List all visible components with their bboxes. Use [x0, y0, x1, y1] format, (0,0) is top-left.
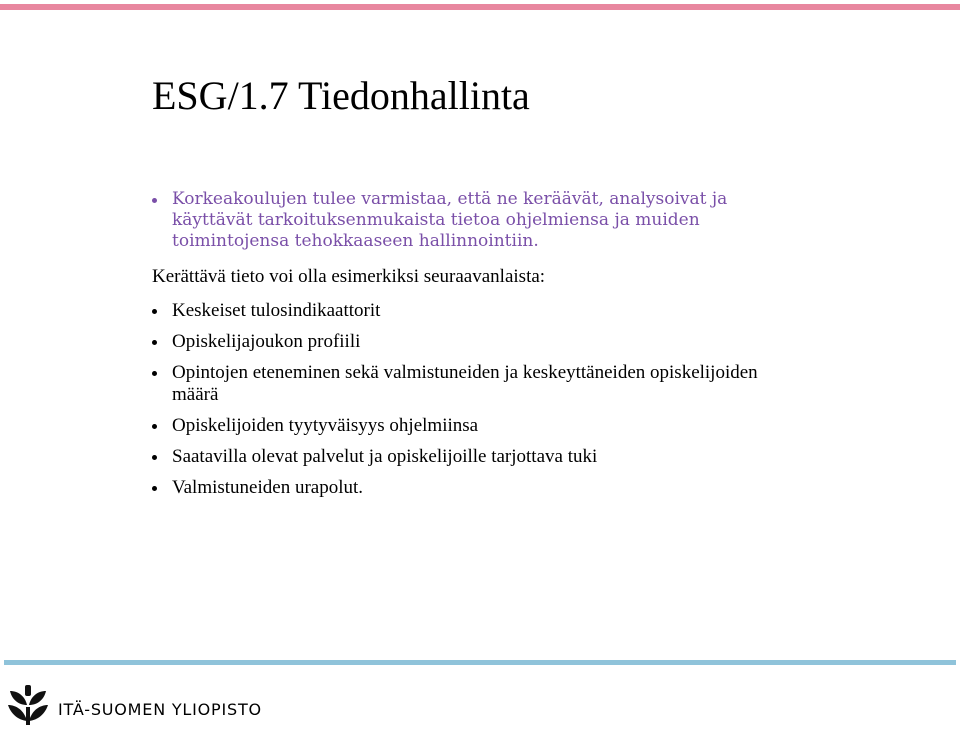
bullet-list	[152, 300, 772, 508]
list-item-text: Keskeiset tulosindikaattorit	[172, 300, 381, 321]
list-item-text: Opintojen eteneminen sekä valmistuneiden ja keskeyttäneiden opiskelijoiden määrä	[172, 362, 758, 405]
top-accent-bar	[0, 4, 960, 10]
lead-bullet	[152, 189, 792, 252]
list-item	[152, 477, 772, 499]
lead-bullet-text: Korkeakoulujen tulee varmistaa, että ne keräävät, analysoivat ja käyttävät tarkoituksenmukaista tietoa ohjelmiensa ja muiden toimintojensa tehokkaaseen hallinnointiin.	[172, 189, 728, 251]
university-name: ITÄ-SUOMEN YLIOPISTO	[58, 700, 262, 719]
bullet-icon	[152, 371, 157, 376]
list-item	[152, 300, 772, 322]
bullet-icon	[152, 486, 157, 491]
list-item	[152, 362, 772, 406]
slide-title: ESG/1.7 Tiedonhallinta	[152, 73, 530, 118]
list-item-text: Valmistuneiden urapolut.	[172, 477, 364, 498]
bullet-icon	[152, 198, 157, 203]
list-item-text: Saatavilla olevat palvelut ja opiskelijoille tarjottava tuki	[172, 446, 598, 467]
intro-text: Kerättävä tieto voi olla esimerkiksi seuraavanlaista:	[152, 266, 546, 287]
university-logo-icon	[6, 683, 50, 727]
list-item-text: Opiskelijoiden tyytyväisyys ohjelmiinsa	[172, 415, 479, 436]
list-item	[152, 331, 772, 353]
list-item-text: Opiskelijajoukon profiili	[172, 331, 361, 352]
bullet-icon	[152, 455, 157, 460]
list-item	[152, 415, 772, 437]
bullet-icon	[152, 424, 157, 429]
bullet-icon	[152, 340, 157, 345]
bottom-accent-bar	[4, 660, 956, 665]
list-item	[152, 446, 772, 468]
bullet-icon	[152, 309, 157, 314]
